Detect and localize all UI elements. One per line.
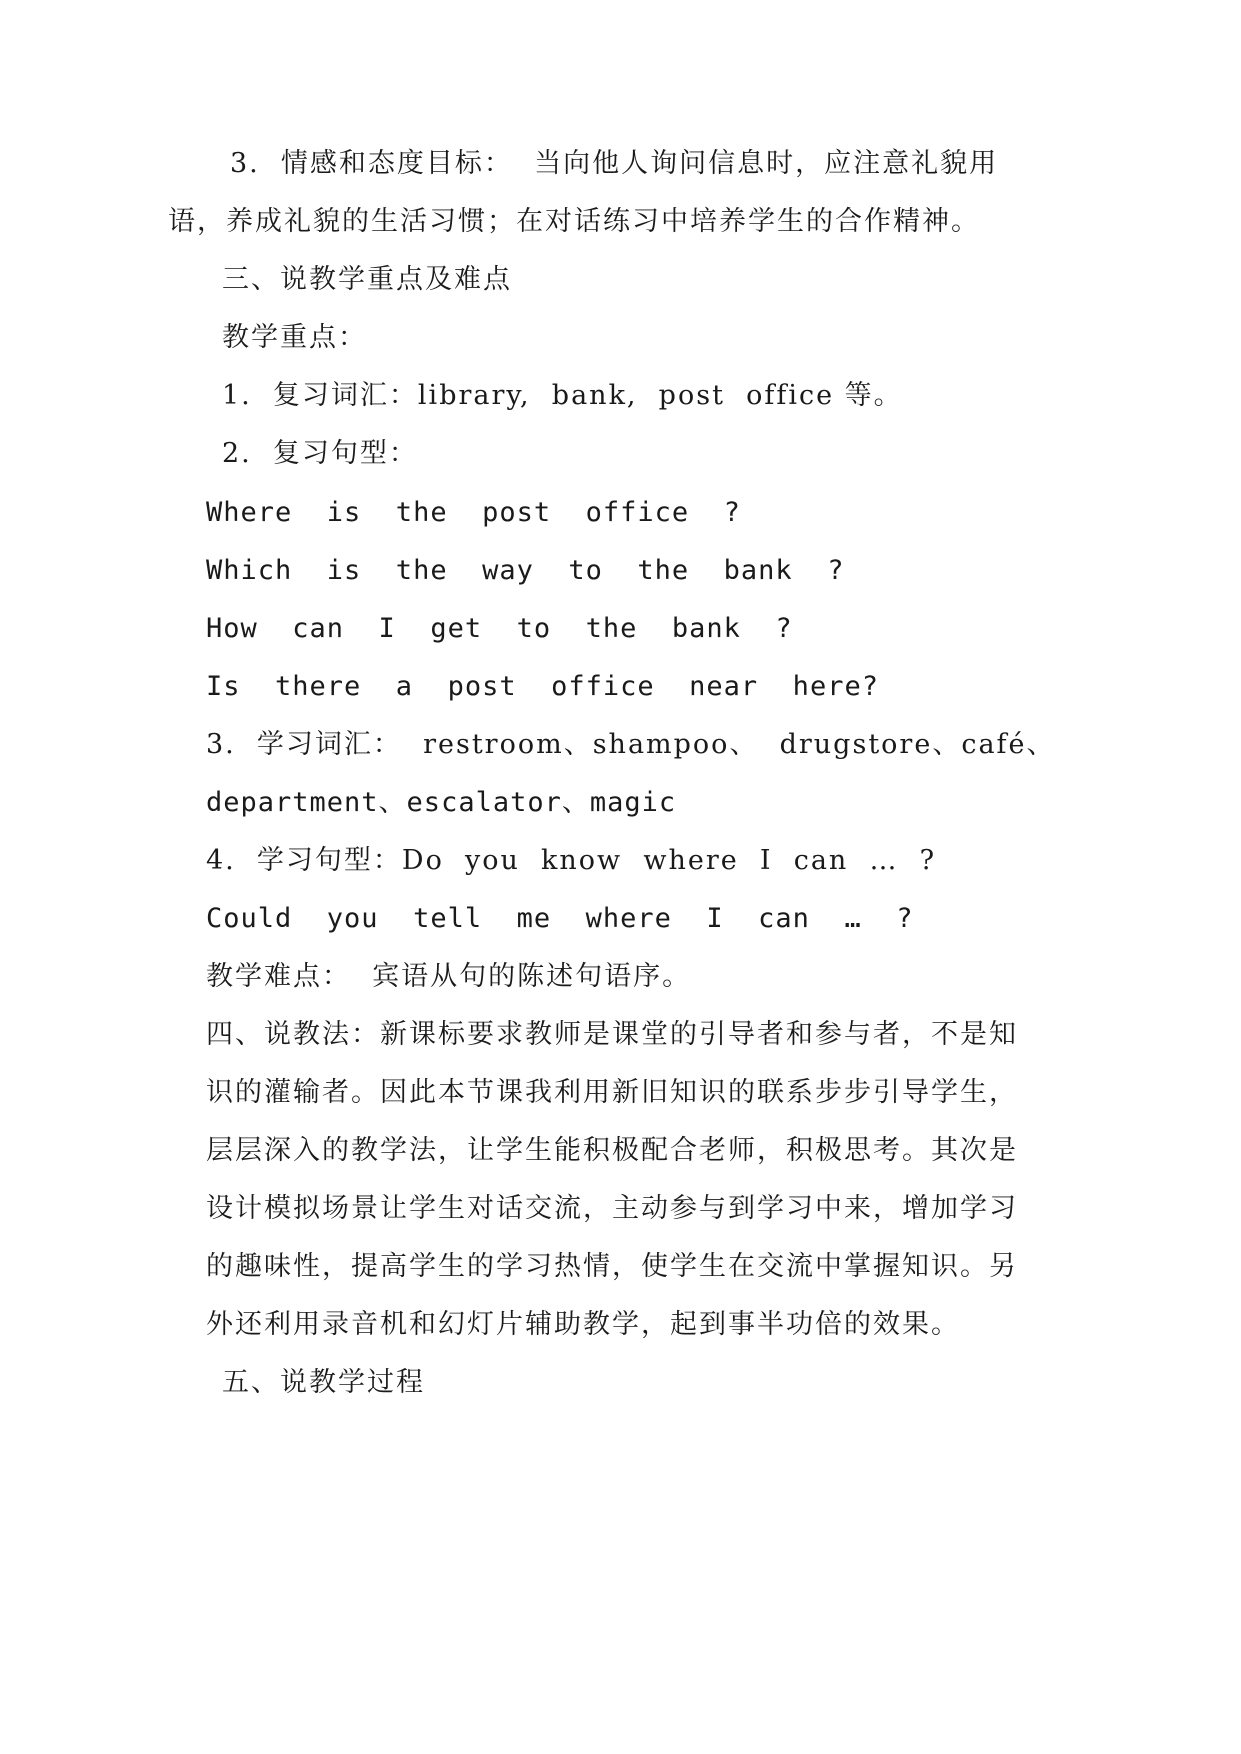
review-vocab-line: 1. 复习词汇：library, bank, post office 等。 (222, 380, 903, 411)
goal-emotion-line-1: 3. 情感和态度目标： 当向他人询问信息时，应注意礼貌用 (230, 148, 999, 179)
difficulty-line: 教学难点： 宾语从句的陈述句语序。 (206, 961, 692, 992)
goal-emotion-line-2: 语，养成礼貌的生活习惯；在对话练习中培养学生的合作精神。 (168, 206, 980, 237)
sentence-line-2: Which is the way to the bank ? (206, 555, 845, 586)
method-line-4: 设计模拟场景让学生对话交流，主动参与到学习中来，增加学习 (206, 1193, 1018, 1224)
sentence-line-3: How can I get to the bank ? (206, 613, 793, 644)
method-line-6: 外还利用录音机和幻灯片辅助教学，起到事半功倍的效果。 (206, 1309, 960, 1340)
method-line-3: 层层深入的教学法，让学生能积极配合老师，积极思考。其次是 (206, 1135, 1018, 1166)
learn-vocab-line-2: department、escalator、magic (206, 787, 677, 818)
learn-sentence-line-1: 4. 学习句型：Do you know where I can … ? (206, 845, 937, 876)
section-heading-3: 三、说教学重点及难点 (222, 264, 512, 295)
learn-vocab-line-1: 3. 学习词汇： restroom、shampoo、 drugstore、café、 (206, 729, 1056, 760)
sentence-line-4: Is there a post office near here? (206, 671, 879, 702)
sentence-line-1: Where is the post office ? (206, 497, 741, 528)
review-sentences-label: 2. 复习句型： (222, 438, 418, 469)
section-heading-5: 五、说教学过程 (222, 1367, 425, 1398)
key-points-label: 教学重点： (222, 322, 367, 353)
learn-sentence-line-2: Could you tell me where I can … ? (206, 903, 914, 934)
method-line-2: 识的灌输者。因此本节课我利用新旧知识的联系步步引导学生， (206, 1077, 1018, 1108)
method-line-1: 四、说教法：新课标要求教师是课堂的引导者和参与者，不是知 (206, 1019, 1018, 1050)
method-line-5: 的趣味性，提高学生的学习热情，使学生在交流中掌握知识。另 (206, 1251, 1018, 1282)
